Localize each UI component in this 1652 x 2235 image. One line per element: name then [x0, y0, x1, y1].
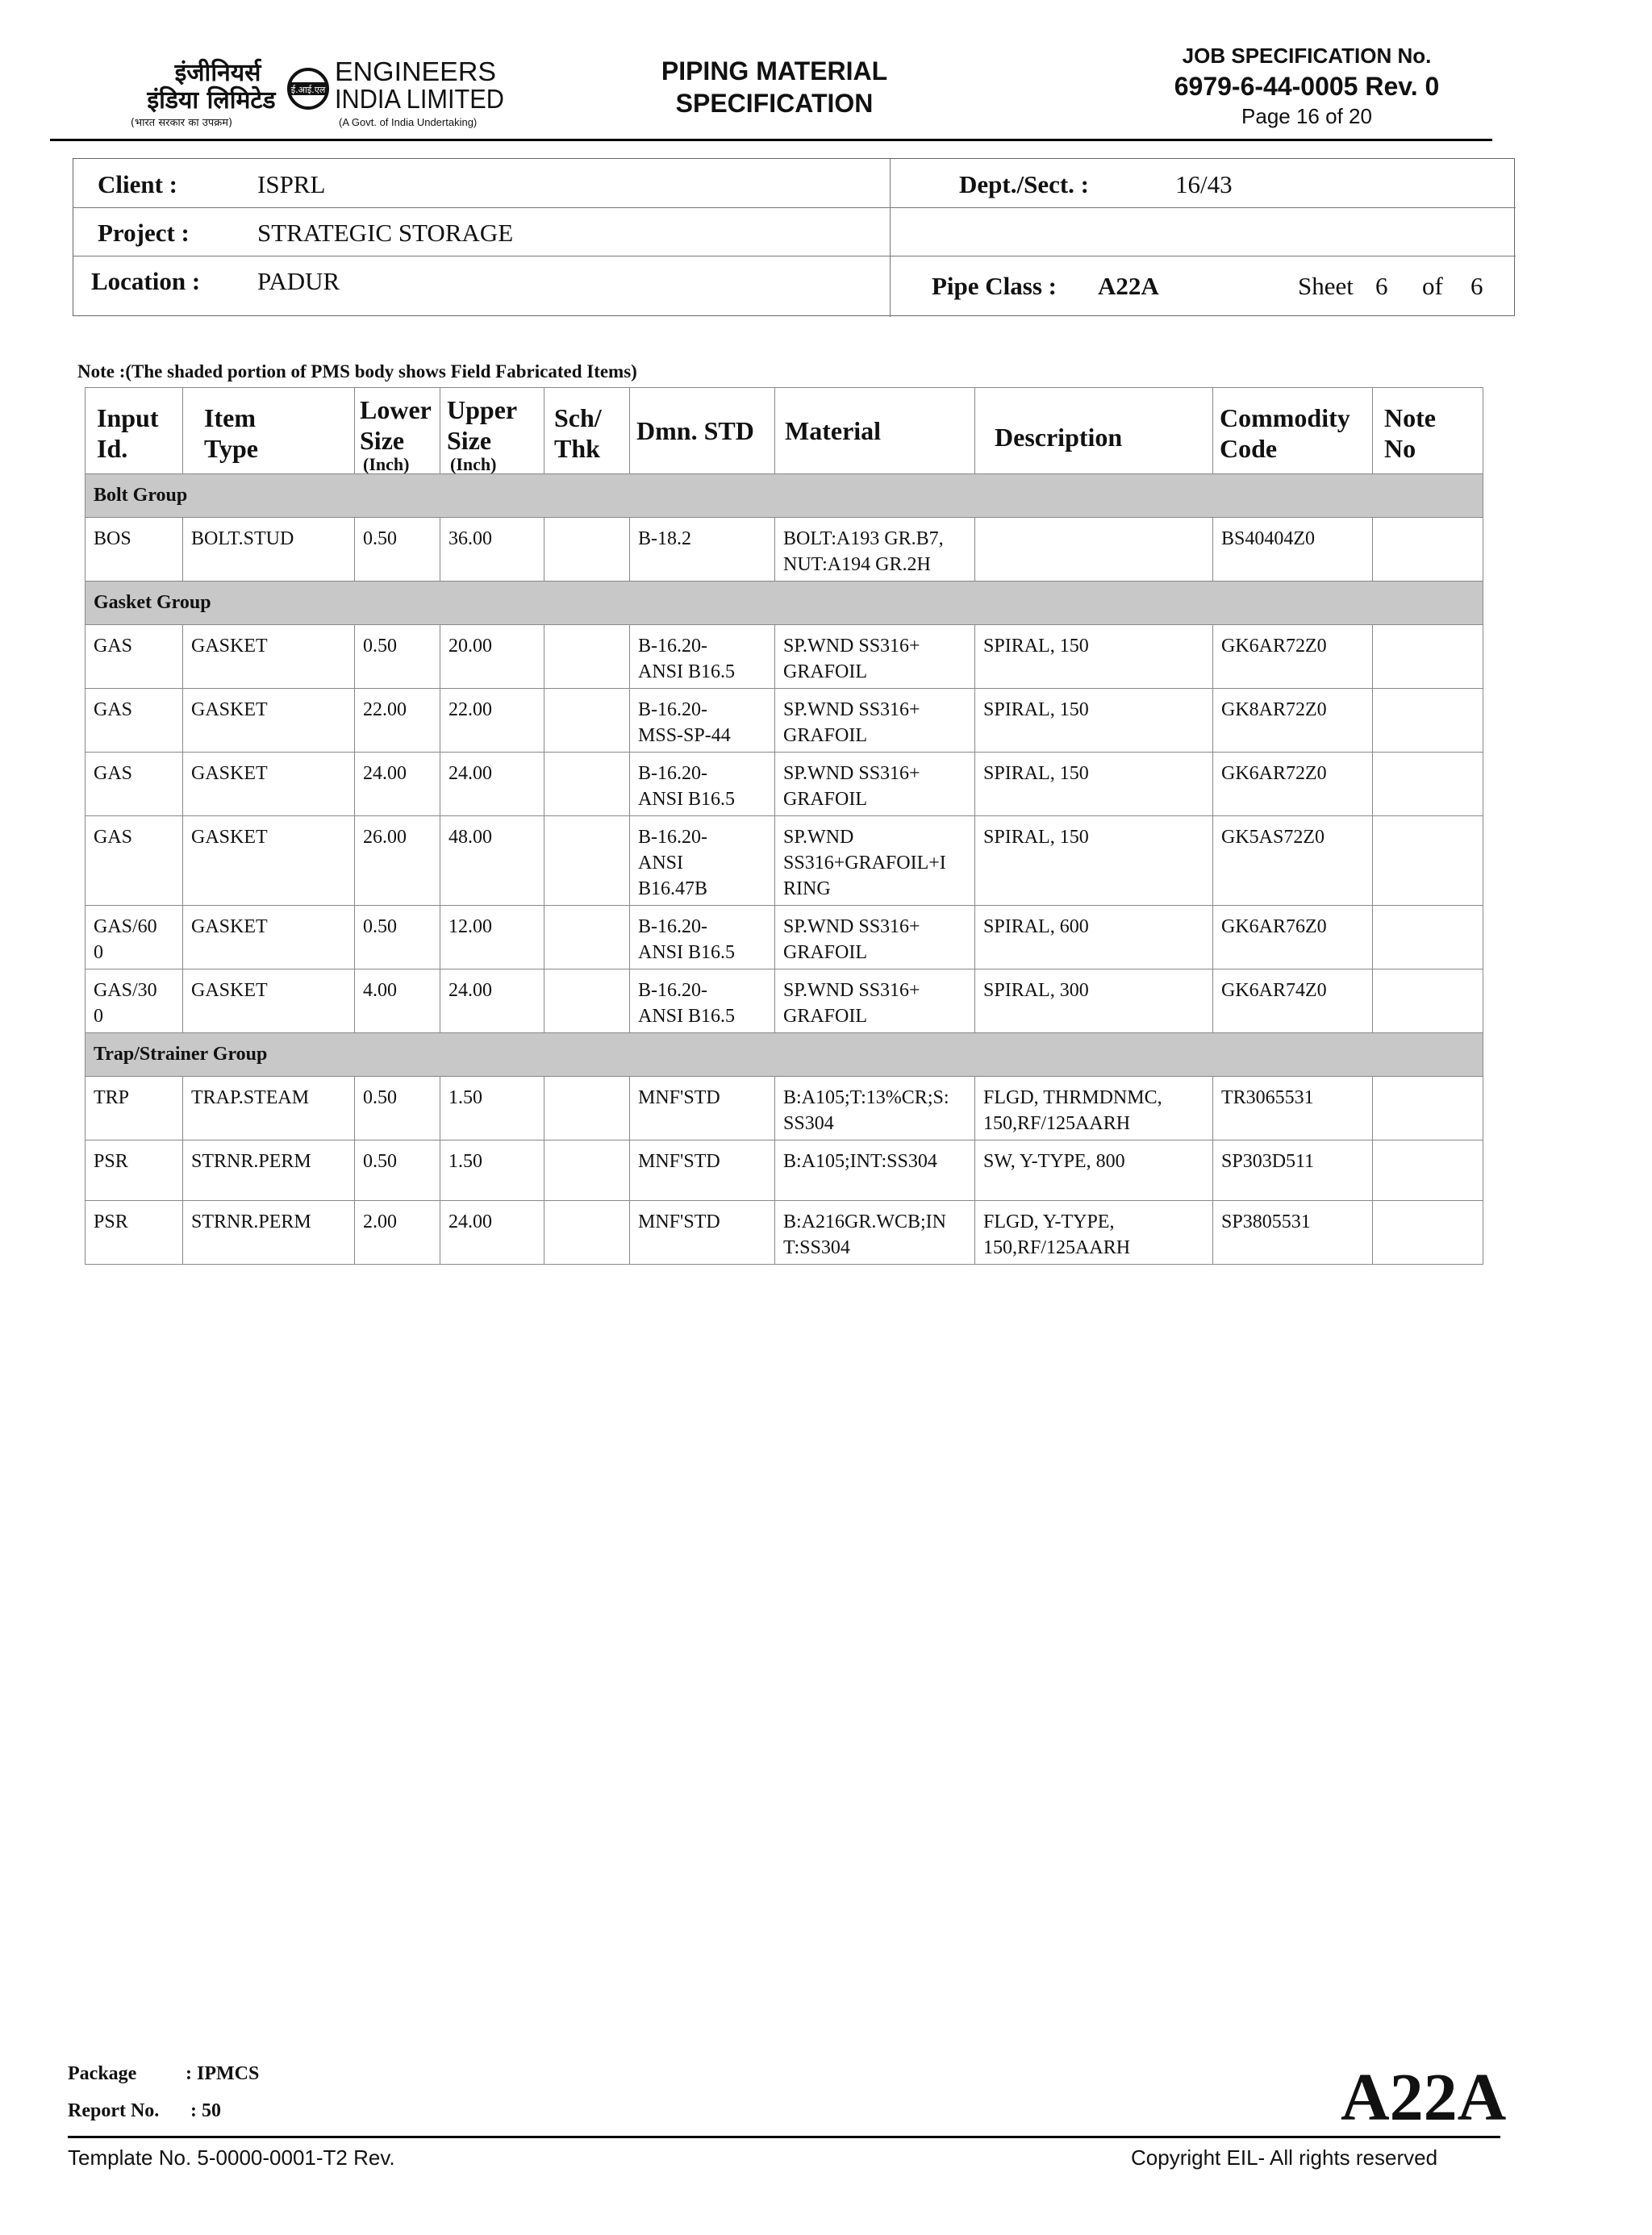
- cell-item-type: GASKET: [183, 625, 355, 689]
- cell-description: SPIRAL, 150: [975, 689, 1213, 753]
- cell-dmn-std: B-16.20- ANSI B16.5: [630, 625, 775, 689]
- header-description: Description: [975, 388, 1213, 474]
- table-row: [86, 969, 1483, 1033]
- cell-item-type: GASKET: [183, 689, 355, 753]
- cell-upper-size: 24.00: [440, 1201, 544, 1265]
- cell-description: SPIRAL, 150: [975, 625, 1213, 689]
- company-logo: [121, 56, 508, 133]
- cell-dmn-std: B-16.20- ANSI B16.47B: [630, 816, 775, 906]
- cell-note-no: [1373, 689, 1483, 753]
- header-upper-size-label: Upper Size: [447, 395, 518, 455]
- document-title: [565, 55, 984, 119]
- cell-lower-size: 0.50: [355, 1077, 440, 1140]
- cell-note-no: [1373, 753, 1483, 816]
- cell-item-type: BOLT.STUD: [183, 518, 355, 582]
- logo-english-subtext: (A Govt. of India Undertaking): [339, 116, 478, 128]
- package-label: Package: [68, 2063, 137, 2084]
- cell-commodity-code: GK8AR72Z0: [1213, 689, 1373, 753]
- cell-sch-thk: [544, 816, 630, 906]
- sheet-label: Sheet: [1298, 272, 1354, 300]
- cell-upper-size: 36.00: [440, 518, 544, 582]
- table-row: [86, 1201, 1483, 1265]
- cell-input-id: GAS/30 0: [86, 969, 183, 1033]
- eil-logo-graphic: [121, 56, 508, 133]
- pipe-class-label: Pipe Class :: [932, 272, 1057, 300]
- project-value: STRATEGIC STORAGE: [257, 219, 514, 247]
- table-body: [86, 474, 1483, 1265]
- header-material: Material: [775, 388, 975, 474]
- cell-item-type: STRNR.PERM: [183, 1140, 355, 1201]
- copyright-notice: Copyright EIL- All rights reserved: [1131, 2145, 1438, 2170]
- cell-upper-size: 1.50: [440, 1140, 544, 1201]
- cell-sch-thk: [544, 518, 630, 582]
- cell-note-no: [1373, 969, 1483, 1033]
- cell-material: B:A105;T:13%CR;S: SS304: [775, 1077, 975, 1140]
- group-name: Trap/Strainer Group: [86, 1033, 1483, 1077]
- package-line: [68, 2055, 259, 2092]
- group-name: Gasket Group: [86, 582, 1483, 625]
- header-lower-size-unit: (Inch): [363, 454, 410, 474]
- location-value: PADUR: [257, 267, 340, 295]
- cell-item-type: GASKET: [183, 906, 355, 969]
- cell-material: SP.WND SS316+ GRAFOIL: [775, 689, 975, 753]
- page-number: Page 16 of 20: [1241, 104, 1372, 128]
- fabrication-note: Note :(The shaded portion of PMS body shows Field Fabricated Items): [77, 361, 637, 382]
- cell-material: SP.WND SS316+GRAFOIL+I RING: [775, 816, 975, 906]
- cell-lower-size: 0.50: [355, 1140, 440, 1201]
- title-line2: SPECIFICATION: [675, 89, 874, 118]
- header-lower-size: [355, 388, 440, 474]
- cell-material: B:A105;INT:SS304: [775, 1140, 975, 1201]
- cell-note-no: [1373, 1201, 1483, 1265]
- cell-commodity-code: SP3805531: [1213, 1201, 1373, 1265]
- header-dmn-std: Dmn. STD: [630, 388, 775, 474]
- cell-description: FLGD, Y-TYPE, 150,RF/125AARH: [975, 1201, 1213, 1265]
- cell-dmn-std: B-16.20- ANSI B16.5: [630, 969, 775, 1033]
- header-sch-thk: Sch/ Thk: [544, 388, 630, 474]
- cell-sch-thk: [544, 1077, 630, 1140]
- job-spec-block: [1113, 42, 1500, 129]
- logo-hindi-line1: इंजीनियर्स: [174, 59, 261, 87]
- sheet-number: 6: [1375, 272, 1388, 300]
- cell-lower-size: 0.50: [355, 625, 440, 689]
- title-line1: PIPING MATERIAL: [661, 56, 888, 85]
- cell-input-id: GAS: [86, 816, 183, 906]
- cell-input-id: GAS: [86, 625, 183, 689]
- cell-material: SP.WND SS316+ GRAFOIL: [775, 969, 975, 1033]
- table-row: [86, 1077, 1483, 1140]
- cell-lower-size: 2.00: [355, 1201, 440, 1265]
- cell-upper-size: 1.50: [440, 1077, 544, 1140]
- cell-material: SP.WND SS316+ GRAFOIL: [775, 753, 975, 816]
- cell-commodity-code: SP303D511: [1213, 1140, 1373, 1201]
- cell-dmn-std: MNF'STD: [630, 1140, 775, 1201]
- cell-commodity-code: GK6AR74Z0: [1213, 969, 1373, 1033]
- cell-item-type: STRNR.PERM: [183, 1201, 355, 1265]
- cell-material: SP.WND SS316+ GRAFOIL: [775, 625, 975, 689]
- header-upper-size-unit: (Inch): [450, 454, 497, 474]
- cell-description: SPIRAL, 300: [975, 969, 1213, 1033]
- header-divider: [50, 139, 1492, 141]
- cell-note-no: [1373, 625, 1483, 689]
- header-commodity-code: Commodity Code: [1213, 388, 1373, 474]
- dept-label: Dept./Sect. :: [959, 170, 1089, 198]
- dept-value: 16/43: [1175, 170, 1233, 198]
- pipe-class-large: A22A: [1341, 2060, 1507, 2135]
- table-row: [86, 906, 1483, 969]
- cell-description: [975, 518, 1213, 582]
- template-number: Template No. 5-0000-0001-T2 Rev.: [68, 2145, 395, 2170]
- package-value: : IPMCS: [186, 2063, 260, 2084]
- cell-dmn-std: B-18.2: [630, 518, 775, 582]
- client-value: ISPRL: [257, 170, 326, 198]
- cell-note-no: [1373, 1140, 1483, 1201]
- cell-commodity-code: GK5AS72Z0: [1213, 816, 1373, 906]
- cell-sch-thk: [544, 1140, 630, 1201]
- info-row-divider: [73, 207, 1516, 208]
- job-spec-label: JOB SPECIFICATION No.: [1182, 44, 1432, 68]
- cell-input-id: GAS: [86, 689, 183, 753]
- group-header-row: [86, 582, 1483, 625]
- cell-material: BOLT:A193 GR.B7, NUT:A194 GR.2H: [775, 518, 975, 582]
- cell-sch-thk: [544, 1201, 630, 1265]
- footer-divider: [68, 2136, 1500, 2138]
- table-header-row: [86, 388, 1483, 474]
- cell-description: FLGD, THRMDNMC, 150,RF/125AARH: [975, 1077, 1213, 1140]
- footer-meta: [68, 2055, 259, 2129]
- cell-dmn-std: MNF'STD: [630, 1077, 775, 1140]
- cell-lower-size: 4.00: [355, 969, 440, 1033]
- report-value: : 50: [190, 2100, 221, 2121]
- cell-dmn-std: B-16.20- MSS-SP-44: [630, 689, 775, 753]
- header-note-no: Note No: [1373, 388, 1483, 474]
- cell-upper-size: 24.00: [440, 969, 544, 1033]
- cell-upper-size: 22.00: [440, 689, 544, 753]
- table-row: [86, 518, 1483, 582]
- cell-commodity-code: GK6AR72Z0: [1213, 625, 1373, 689]
- cell-input-id: GAS: [86, 753, 183, 816]
- info-column-divider: [890, 159, 891, 317]
- client-label: Client :: [98, 170, 178, 198]
- cell-description: SPIRAL, 150: [975, 816, 1213, 906]
- cell-commodity-code: GK6AR76Z0: [1213, 906, 1373, 969]
- cell-input-id: PSR: [86, 1140, 183, 1201]
- cell-input-id: BOS: [86, 518, 183, 582]
- sheet-total: 6: [1471, 272, 1483, 300]
- logo-seal-text: ई.आई.एल: [290, 85, 326, 95]
- group-header-row: [86, 1033, 1483, 1077]
- cell-dmn-std: B-16.20- ANSI B16.5: [630, 906, 775, 969]
- cell-description: SW, Y-TYPE, 800: [975, 1140, 1213, 1201]
- cell-upper-size: 20.00: [440, 625, 544, 689]
- cell-material: B:A216GR.WCB;IN T:SS304: [775, 1201, 975, 1265]
- header-lower-size-label: Lower Size: [360, 395, 432, 455]
- cell-note-no: [1373, 1077, 1483, 1140]
- cell-input-id: TRP: [86, 1077, 183, 1140]
- table-row: [86, 689, 1483, 753]
- cell-lower-size: 24.00: [355, 753, 440, 816]
- job-spec-number: 6979-6-44-0005 Rev. 0: [1174, 72, 1440, 101]
- cell-lower-size: 26.00: [355, 816, 440, 906]
- location-label: Location :: [91, 267, 201, 295]
- header-item-type: Item Type: [183, 388, 355, 474]
- cell-commodity-code: BS40404Z0: [1213, 518, 1373, 582]
- logo-hindi-subtext: (भारत सरकार का उपक्रम): [130, 117, 233, 129]
- cell-sch-thk: [544, 689, 630, 753]
- pipe-class-value: A22A: [1098, 272, 1159, 300]
- table-row: [86, 753, 1483, 816]
- report-line: [68, 2092, 259, 2129]
- table-row: [86, 625, 1483, 689]
- cell-dmn-std: MNF'STD: [630, 1201, 775, 1265]
- logo-hindi-line2: इंडिया लिमिटेड: [147, 86, 276, 115]
- header-input-id: Input Id.: [86, 388, 183, 474]
- cell-upper-size: 24.00: [440, 753, 544, 816]
- cell-item-type: GASKET: [183, 816, 355, 906]
- cell-sch-thk: [544, 753, 630, 816]
- cell-description: SPIRAL, 600: [975, 906, 1213, 969]
- cell-lower-size: 0.50: [355, 518, 440, 582]
- cell-description: SPIRAL, 150: [975, 753, 1213, 816]
- cell-item-type: GASKET: [183, 753, 355, 816]
- cell-upper-size: 48.00: [440, 816, 544, 906]
- table-row: [86, 816, 1483, 906]
- report-label: Report No.: [68, 2100, 160, 2121]
- pipe-material-table: [85, 387, 1483, 1265]
- cell-input-id: GAS/60 0: [86, 906, 183, 969]
- cell-sch-thk: [544, 906, 630, 969]
- group-name: Bolt Group: [86, 474, 1483, 518]
- cell-commodity-code: TR3065531: [1213, 1077, 1373, 1140]
- cell-upper-size: 12.00: [440, 906, 544, 969]
- cell-material: SP.WND SS316+ GRAFOIL: [775, 906, 975, 969]
- logo-english-line2: INDIA LIMITED: [335, 84, 504, 114]
- header-upper-size: [440, 388, 544, 474]
- group-header-row: [86, 474, 1483, 518]
- cell-note-no: [1373, 906, 1483, 969]
- logo-english-line1: ENGINEERS: [335, 56, 496, 86]
- cell-lower-size: 22.00: [355, 689, 440, 753]
- info-box: [73, 158, 1515, 316]
- cell-lower-size: 0.50: [355, 906, 440, 969]
- cell-input-id: PSR: [86, 1201, 183, 1265]
- table-row: [86, 1140, 1483, 1201]
- sheet-of-label: of: [1422, 272, 1443, 300]
- project-label: Project :: [98, 219, 190, 247]
- cell-item-type: TRAP.STEAM: [183, 1077, 355, 1140]
- cell-note-no: [1373, 816, 1483, 906]
- cell-sch-thk: [544, 625, 630, 689]
- cell-item-type: GASKET: [183, 969, 355, 1033]
- cell-sch-thk: [544, 969, 630, 1033]
- cell-commodity-code: GK6AR72Z0: [1213, 753, 1373, 816]
- cell-dmn-std: B-16.20- ANSI B16.5: [630, 753, 775, 816]
- cell-note-no: [1373, 518, 1483, 582]
